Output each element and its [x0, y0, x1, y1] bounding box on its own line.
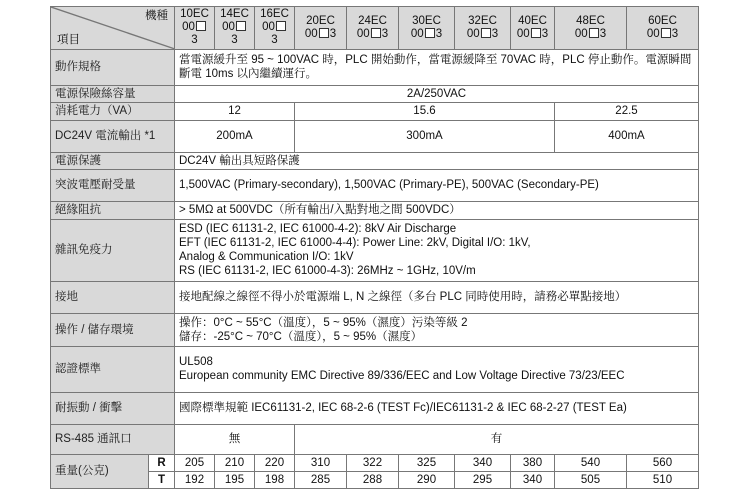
box-icon — [425, 28, 435, 38]
weight-cell: 322 — [347, 454, 399, 471]
row-label: 動作規格 — [51, 49, 175, 85]
model-header: 60EC 00 3 — [627, 7, 699, 50]
row-value: DC24V 輸出具短路保護 — [175, 152, 699, 169]
box-icon — [481, 28, 491, 38]
row-label: 接地 — [51, 281, 175, 313]
weight-cell: 195 — [215, 471, 255, 488]
row-value: 12 — [175, 102, 295, 120]
box-icon — [661, 28, 671, 38]
model-header: 30EC 00 3 — [399, 7, 455, 50]
noise-line: ESD (IEC 61131-2, IEC 61000-4-2): 8kV Air Discharge — [179, 223, 457, 236]
row-value: 接地配線之線徑不得小於電源端 L, N 之線徑（多台 PLC 同時使用時，請務必單點接地） — [175, 281, 699, 313]
row-label: 認證標準 — [51, 346, 175, 392]
model-header: 10EC 003 — [175, 7, 215, 50]
weight-cell: 210 — [215, 454, 255, 471]
row-value: 400mA — [555, 120, 699, 152]
weight-cell: 560 — [627, 454, 699, 471]
environment-line: 操作：0°C ~ 55°C（溫度），5 ~ 95%（濕度）污染等級 2 — [179, 316, 468, 329]
box-icon — [236, 21, 246, 31]
certification-line: UL508 — [179, 356, 213, 369]
header-row — [51, 7, 699, 50]
row-label: 絕緣阻抗 — [51, 201, 175, 219]
noise-line: RS (IEC 61131-2, IEC 61000-4-3): 26MHz ~ 1GHz, 10V/m — [179, 265, 476, 278]
noise-line: EFT (IEC 61131-2, IEC 61000-4-4): Power Line: 2kV, Digital I/O: 1kV, — [179, 237, 531, 250]
model-header: 32EC 00 3 — [455, 7, 511, 50]
box-icon — [319, 28, 329, 38]
weight-cell: 340 — [511, 471, 555, 488]
weight-cell: 285 — [295, 471, 347, 488]
certification-row — [51, 346, 699, 392]
row-label: 耐振動 / 衝擊 — [51, 392, 175, 424]
row-label: 電源保護 — [51, 152, 175, 169]
box-icon — [196, 21, 206, 31]
environment-row — [51, 313, 699, 346]
row-value — [175, 219, 699, 281]
noise-row — [51, 219, 699, 281]
box-icon — [276, 21, 286, 31]
row-value: 15.6 — [295, 102, 555, 120]
model-header: 48EC 00 3 — [555, 7, 627, 50]
weight-t-row — [51, 471, 699, 488]
row-label: DC24V 電流輸出 *1 — [51, 120, 175, 152]
row-value: 22.5 — [555, 102, 699, 120]
weight-cell: 380 — [511, 454, 555, 471]
spec-table — [50, 6, 699, 489]
vibration-row — [51, 392, 699, 424]
certification-line: European community EMC Directive 89/336/EEC and Low Voltage Directive 73/23/EEC — [179, 370, 625, 383]
row-value: 國際標準規範 IEC61131-2, IEC 68-2-6 (TEST Fc)/IEC61131-2 & IEC 68-2-27 (TEST Ea) — [175, 392, 699, 424]
weight-r-row — [51, 454, 699, 471]
corner-top-label: 機種 — [145, 10, 168, 22]
box-icon — [589, 28, 599, 38]
weight-cell: 205 — [175, 454, 215, 471]
row-label: 突波電壓耐受量 — [51, 169, 175, 201]
weight-cell: 310 — [295, 454, 347, 471]
row-label: 雜訊免疫力 — [51, 219, 175, 281]
model-header: 20EC 00 3 — [295, 7, 347, 50]
noise-line: Analog & Communication I/O: 1kV — [179, 251, 354, 264]
row-value: 當電源緩升至 95 ~ 100VAC 時，PLC 開始動作，當電源緩降至 70VAC 時，PLC 停止動作。電源瞬間斷電 10ms 以內繼續運行。 — [175, 49, 699, 85]
weight-cell: 505 — [555, 471, 627, 488]
corner-bottom-label: 項目 — [57, 33, 80, 46]
row-value: 無 — [175, 424, 295, 454]
operation-row — [51, 49, 699, 85]
weight-sub-label: R — [149, 454, 175, 471]
row-value: 300mA — [295, 120, 555, 152]
insulation-row — [51, 201, 699, 219]
model-header: 40EC 00 3 — [511, 7, 555, 50]
row-label: 操作 / 儲存環境 — [51, 313, 175, 346]
weight-cell: 288 — [347, 471, 399, 488]
row-value: 1,500VAC (Primary-secondary), 1,500VAC (Primary-PE), 500VAC (Secondary-PE) — [175, 169, 699, 201]
weight-cell: 325 — [399, 454, 455, 471]
box-icon — [371, 28, 381, 38]
weight-sub-label: T — [149, 471, 175, 488]
weight-cell: 340 — [455, 454, 511, 471]
row-value: > 5MΩ at 500VDC（所有輸出/入點對地之間 500VDC） — [175, 201, 699, 219]
dc24v-row — [51, 120, 699, 152]
box-icon — [531, 28, 541, 38]
model-header: 16EC 003 — [255, 7, 295, 50]
model-header: 24EC 00 3 — [347, 7, 399, 50]
row-value — [175, 346, 699, 392]
row-value — [175, 313, 699, 346]
model-header: 14EC 003 — [215, 7, 255, 50]
weight-cell: 192 — [175, 471, 215, 488]
fuse-row — [51, 85, 699, 102]
row-value: 200mA — [175, 120, 295, 152]
row-value: 2A/250VAC — [175, 85, 699, 102]
weight-cell: 295 — [455, 471, 511, 488]
power-row — [51, 102, 699, 120]
row-label: 消耗電力（VA） — [51, 102, 175, 120]
weight-cell: 540 — [555, 454, 627, 471]
weight-cell: 510 — [627, 471, 699, 488]
ground-row — [51, 281, 699, 313]
protection-row — [51, 152, 699, 169]
weight-cell: 220 — [255, 454, 295, 471]
rs485-row — [51, 424, 699, 454]
row-label: RS-485 通訊口 — [51, 424, 175, 454]
header-corner-cell — [51, 7, 175, 50]
row-value: 有 — [295, 424, 699, 454]
row-label: 電源保險絲容量 — [51, 85, 175, 102]
surge-row — [51, 169, 699, 201]
weight-cell: 290 — [399, 471, 455, 488]
environment-line: 儲存：-25°C ~ 70°C（溫度），5 ~ 95%（濕度） — [179, 330, 423, 343]
row-label: 重量(公克) — [51, 454, 149, 488]
weight-cell: 198 — [255, 471, 295, 488]
